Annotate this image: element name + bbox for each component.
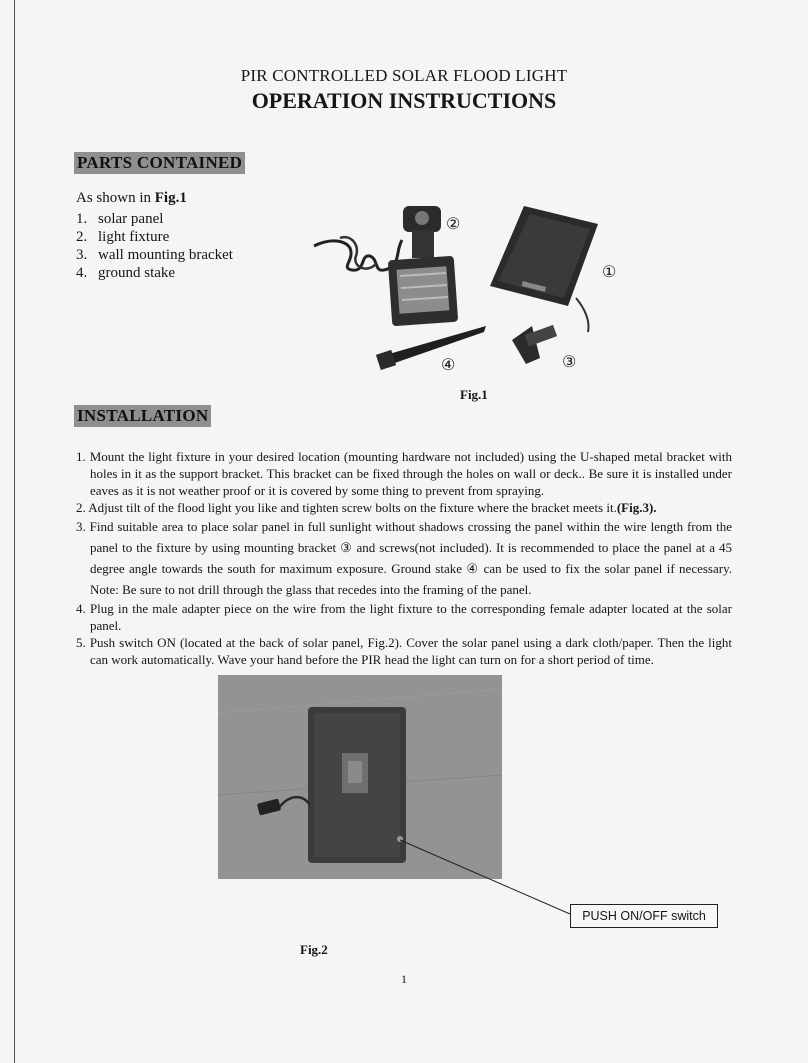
list-item	[76, 448, 732, 499]
parts-heading: PARTS CONTAINED	[74, 152, 245, 174]
step-text: Push switch ON (located at the back of solar panel, Fig.2). Cover the solar panel using a dark cloth/paper. Then the light can work automatically. Wave your hand before the PIR head the light can turn on for a short period of time.	[89, 635, 733, 667]
parts-intro-ref: Fig.1	[154, 190, 187, 206]
step-text: Mount the light fixture in your desired location (mounting hardware not included) using the U-shaped metal bracket with holes in it as the support bracket. This bracket can be fixed through the holes on wall or deck.. Be sure it is installed under eaves as it is not weather proof or it is covered by some thing to prevent from spraying.	[89, 449, 733, 498]
fig2-caption: Fig.2	[300, 942, 328, 957]
document-title: OPERATION INSTRUCTIONS	[251, 88, 557, 113]
step-number: 2.	[76, 500, 86, 515]
list-item	[76, 634, 732, 668]
step-number: 5.	[76, 635, 86, 650]
list-item	[76, 228, 233, 246]
page-edge-line	[14, 0, 15, 1063]
item-label: light fixture	[98, 229, 170, 245]
push-switch-callout: PUSH ON/OFF switch	[570, 904, 718, 928]
callout-leader-line	[398, 838, 574, 918]
document-subtitle: PIR CONTROLLED SOLAR FLOOD LIGHT	[240, 66, 568, 85]
marker-3: ③	[562, 354, 577, 371]
list-item	[76, 600, 732, 634]
item-number: 4.	[76, 265, 88, 281]
item-label: wall mounting bracket	[98, 247, 233, 263]
item-label: solar panel	[98, 211, 164, 227]
fig1-caption: Fig.1	[460, 387, 488, 402]
list-item	[76, 516, 732, 600]
step-text: Plug in the male adapter piece on the wire from the light fixture to the corresponding female adapter located at the solar panel.	[89, 601, 733, 633]
step-number: 1.	[76, 449, 86, 464]
page-number: 1	[401, 972, 407, 986]
installation-steps	[76, 448, 732, 668]
parts-list	[76, 210, 233, 282]
ground-stake	[382, 326, 486, 366]
marker-4: ④	[441, 357, 456, 374]
list-item	[76, 499, 732, 516]
marker-1: ①	[602, 264, 617, 281]
marker-2: ②	[446, 216, 461, 233]
installation-heading: INSTALLATION	[74, 405, 211, 427]
item-label: ground stake	[98, 265, 176, 281]
item-number: 1.	[76, 211, 88, 227]
list-item	[76, 246, 233, 264]
step-text: Adjust tilt of the flood light you like and tighten screw bolts on the fixture where the bracket meets it.	[88, 500, 617, 515]
step-ref: (Fig.3).	[616, 500, 657, 515]
list-item	[76, 210, 233, 228]
parts-intro-text: As shown in	[76, 190, 155, 206]
step-text: Find suitable area to place solar panel in full sunlight without shadows crossing the panel within the wire length from the panel to the fixture by using mounting bracket ③ and screws(not included). It is recommended to place the panel at a 45 degree angle towards the south for maximum exposure. Ground stake ④ can be used to fix the solar panel if necessary. Note: Be sure to not drill through the glass that recedes into the framing of the panel.	[89, 519, 732, 597]
parts-intro	[76, 190, 187, 207]
item-number: 3.	[76, 247, 88, 263]
item-number: 2.	[76, 229, 88, 245]
step-number: 3.	[76, 519, 86, 534]
step-number: 4.	[76, 601, 86, 616]
list-item	[76, 264, 233, 282]
